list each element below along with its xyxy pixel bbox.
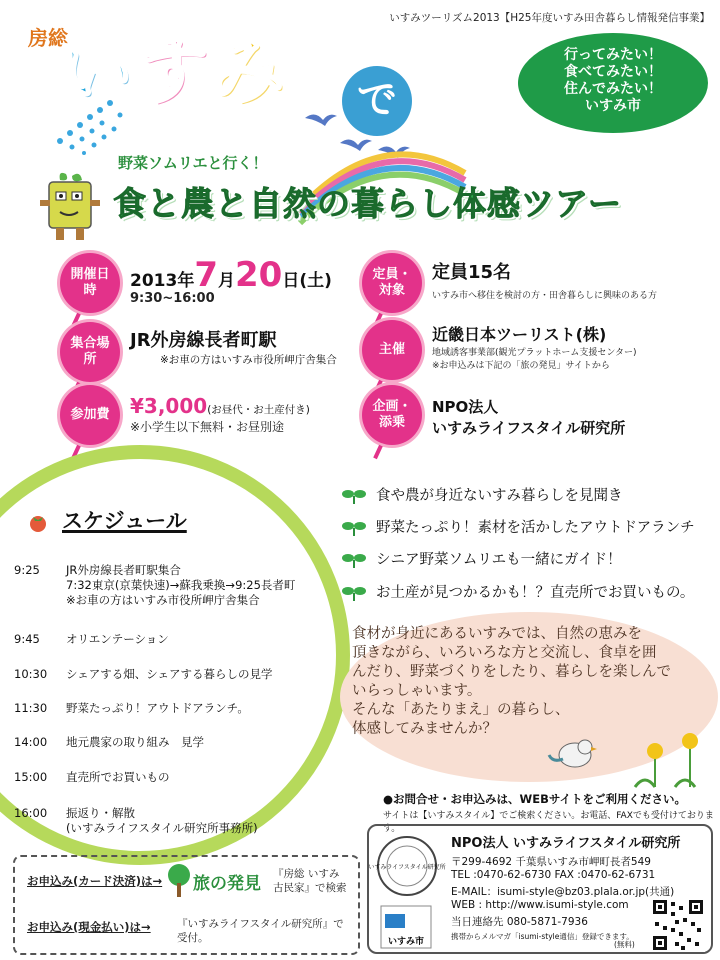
feature-text: 野菜たっぷり！素材を活かしたアウトドアランチ <box>376 520 695 536</box>
schedule-desc: JR外房線長者町駅集合 7:32東京(京葉快速)→蘇我乗換→9:25長者町 ※お車の方はいすみ市役所岬庁舎集合 <box>66 563 296 607</box>
schedule-time: 11:30 <box>14 701 48 715</box>
description-text: 食材が身近にあるいすみでは、自然の恵みを 頂きながら、いろいろな方と交流し、食卓を囲 んだり、野菜づくりをしたり、暮らしを楽しんで いらっしゃいます。 そんな「あたりまえ」の暮らし、 体感してみませんか？ <box>352 626 671 737</box>
pin-organizer <box>362 320 422 394</box>
qr-code-icon[interactable] <box>651 898 705 952</box>
schedule-time: 15:00 <box>14 770 48 784</box>
date-year: 2013年 <box>130 271 195 291</box>
inquiry-sub: サイトは【いすみスタイル】でご検索ください。お電話、FAXでも受付けております。 <box>383 811 714 834</box>
schedule-desc: 直売所でお買いもの <box>66 770 170 784</box>
badge-line-4: いすみ市 <box>585 98 641 114</box>
pin-date <box>60 253 120 327</box>
pin-organizer-label: 主催 <box>362 320 422 380</box>
pin-fee-label: 参加費 <box>60 385 120 445</box>
city-logo-text: いすみ市 <box>387 937 425 947</box>
main-title: 食と農と自然の暮らし体感ツアー <box>113 184 623 223</box>
fee-note: ※小学生以下無料・お昼別途 <box>130 420 285 434</box>
meeting-main: JR外房線長者町駅 <box>130 330 277 351</box>
title-prefix: 房総 <box>28 26 68 50</box>
mascot-character-icon <box>34 170 109 245</box>
date-info <box>130 255 332 306</box>
apply-card-search: 『房総 いすみ 古民家』で検索 <box>273 868 347 894</box>
meeting-info <box>130 326 337 367</box>
schedule-time: 16:00 <box>14 806 48 820</box>
pin-meeting-label: 集合場所 <box>60 322 120 382</box>
npo-name: NPO法人 いすみライフスタイル研究所 <box>451 836 681 851</box>
catchphrase-badge <box>518 33 708 133</box>
date-weekday: (土) <box>299 271 332 291</box>
npo-tel: TEL :0470-62-6730 FAX :0470-62-6731 <box>451 869 656 881</box>
npo-contact-box <box>367 824 713 954</box>
pin-date-label: 開催日時 <box>60 253 120 313</box>
apply-cash-note: 『いすみライフスタイル研究所』で 受付。 <box>177 918 344 944</box>
tomato-icon <box>26 511 50 533</box>
badge-line-3: 住んでみたい！ <box>564 81 662 97</box>
schedule-row <box>14 548 356 608</box>
schedule-row <box>14 686 356 716</box>
sprout-icon <box>342 520 366 536</box>
inquiry-head: ●お問合せ・お申込みは、WEBサイトをご利用ください。 <box>383 792 687 806</box>
badge-line-2: 食べてみたい！ <box>564 64 662 80</box>
planning-main-2: いすみライフスタイル研究所 <box>432 419 626 437</box>
apply-card-label[interactable]: お申込み(カード決済)は→ <box>27 874 163 888</box>
feature-text: シニア野菜ソムリエも一緒にガイド！ <box>376 552 622 568</box>
date-day-unit: 日 <box>282 271 300 291</box>
organizer-info <box>432 322 636 371</box>
npo-email: E-MAIL：isumi-style@bz03.plala.or.jp(共通) <box>451 886 675 898</box>
schedule-desc: シェアする畑、シェアする暮らしの見学 <box>66 667 273 681</box>
schedule-time: 14:00 <box>14 735 48 749</box>
pin-capacity <box>362 253 422 327</box>
date-time: 9:30~16:00 <box>130 291 215 306</box>
npo-address: 〒299-4692 千葉県いすみ市岬町長者549 <box>451 856 651 868</box>
feature-text: 食や農が身近ないすみ暮らしを見聞き <box>376 488 623 504</box>
feature-item <box>342 484 623 505</box>
date-month-unit: 月 <box>218 271 235 291</box>
bird-dandelion-icon <box>545 725 715 787</box>
capacity-info <box>432 258 657 301</box>
title-isumi <box>58 28 286 114</box>
schedule-row <box>14 720 356 750</box>
badge-line-1: 行ってみたい！ <box>564 47 662 63</box>
schedule-desc: オリエンテーション <box>66 632 169 646</box>
planning-info <box>432 396 625 438</box>
sprout-icon <box>342 488 366 504</box>
pin-capacity-label: 定員・対象 <box>362 253 422 313</box>
apply-cash-label[interactable]: お申込み(現金払い)は→ <box>27 920 151 934</box>
npo-mobile: 携帯からメルマガ「isumi-style通信」登録できます。 <box>451 932 634 941</box>
isumi-city-logo <box>379 904 433 950</box>
npo-web: WEB : http://www.isumi-style.com <box>451 899 629 911</box>
subtitle: 野菜ソムリエと行く！ <box>118 154 268 172</box>
schedule-time: 9:45 <box>14 632 40 646</box>
feature-text: お土産が見つかるかも！？直売所でお買いもの。 <box>376 585 695 601</box>
seal-text: いすみライフスタイル研究所 <box>368 864 446 871</box>
date-day: 20 <box>235 255 283 295</box>
schedule-title: スケジュール <box>62 509 187 533</box>
pin-stem <box>373 445 383 459</box>
fee-main: ¥3,000 <box>130 394 208 418</box>
planning-main-1: NPO法人 <box>432 398 499 416</box>
schedule-desc: 地元農家の取り組み 見学 <box>66 735 204 749</box>
npo-free: (無料) <box>614 940 635 949</box>
schedule-row <box>14 791 356 836</box>
schedule-row <box>14 755 356 785</box>
title-char-1: い <box>58 28 134 114</box>
organizer-note-2: ※お申込みは下記の「旅の発見」サイトから <box>432 361 610 371</box>
npo-contact: 当日連絡先 080-5871-7936 <box>451 916 588 928</box>
schedule-desc: 野菜たっぷり！アウトドアランチ。 <box>66 701 249 715</box>
schedule-row <box>14 652 356 682</box>
feature-item <box>342 516 695 537</box>
fee-main-note: (お昼代・お土産付き) <box>207 404 310 416</box>
tabi-no-hakken-logo[interactable]: 旅の発見 <box>193 874 261 894</box>
sprout-icon <box>342 585 366 601</box>
tree-logo-icon <box>165 863 193 899</box>
pin-planning <box>362 385 422 459</box>
header-text: いすみツーリズム2013【H25年度いすみ田舎暮らし情報発信事業】 <box>389 12 710 24</box>
title-de-bubble: で <box>342 66 412 136</box>
schedule-time: 9:25 <box>14 563 40 577</box>
npo-seal-logo <box>368 834 446 898</box>
meeting-note: ※お車の方はいすみ市役所岬庁舎集合 <box>160 354 337 366</box>
pin-planning-label: 企画・添乗 <box>362 385 422 445</box>
title-char-2: す <box>134 28 210 114</box>
schedule-time: 10:30 <box>14 667 48 681</box>
date-month: 7 <box>194 255 218 295</box>
capacity-main: 定員15名 <box>432 262 512 283</box>
organizer-main: 近畿日本ツーリスト(株) <box>432 325 607 344</box>
apply-box <box>13 855 360 955</box>
fee-info <box>130 394 310 435</box>
schedule-row <box>14 617 356 647</box>
feature-item <box>342 581 694 602</box>
capacity-note: いすみ市へ移住を検討の方・田舎暮らしに興味のある方 <box>432 291 658 301</box>
title-char-3: み <box>210 28 286 114</box>
sprout-icon <box>342 552 366 568</box>
schedule-desc: 振返り・解散 (いすみライフスタイル研究所事務所) <box>66 806 258 835</box>
organizer-note-1: 地域誘客事業部(観光プラットホーム支援センター) <box>432 348 637 358</box>
feature-item <box>342 548 622 569</box>
